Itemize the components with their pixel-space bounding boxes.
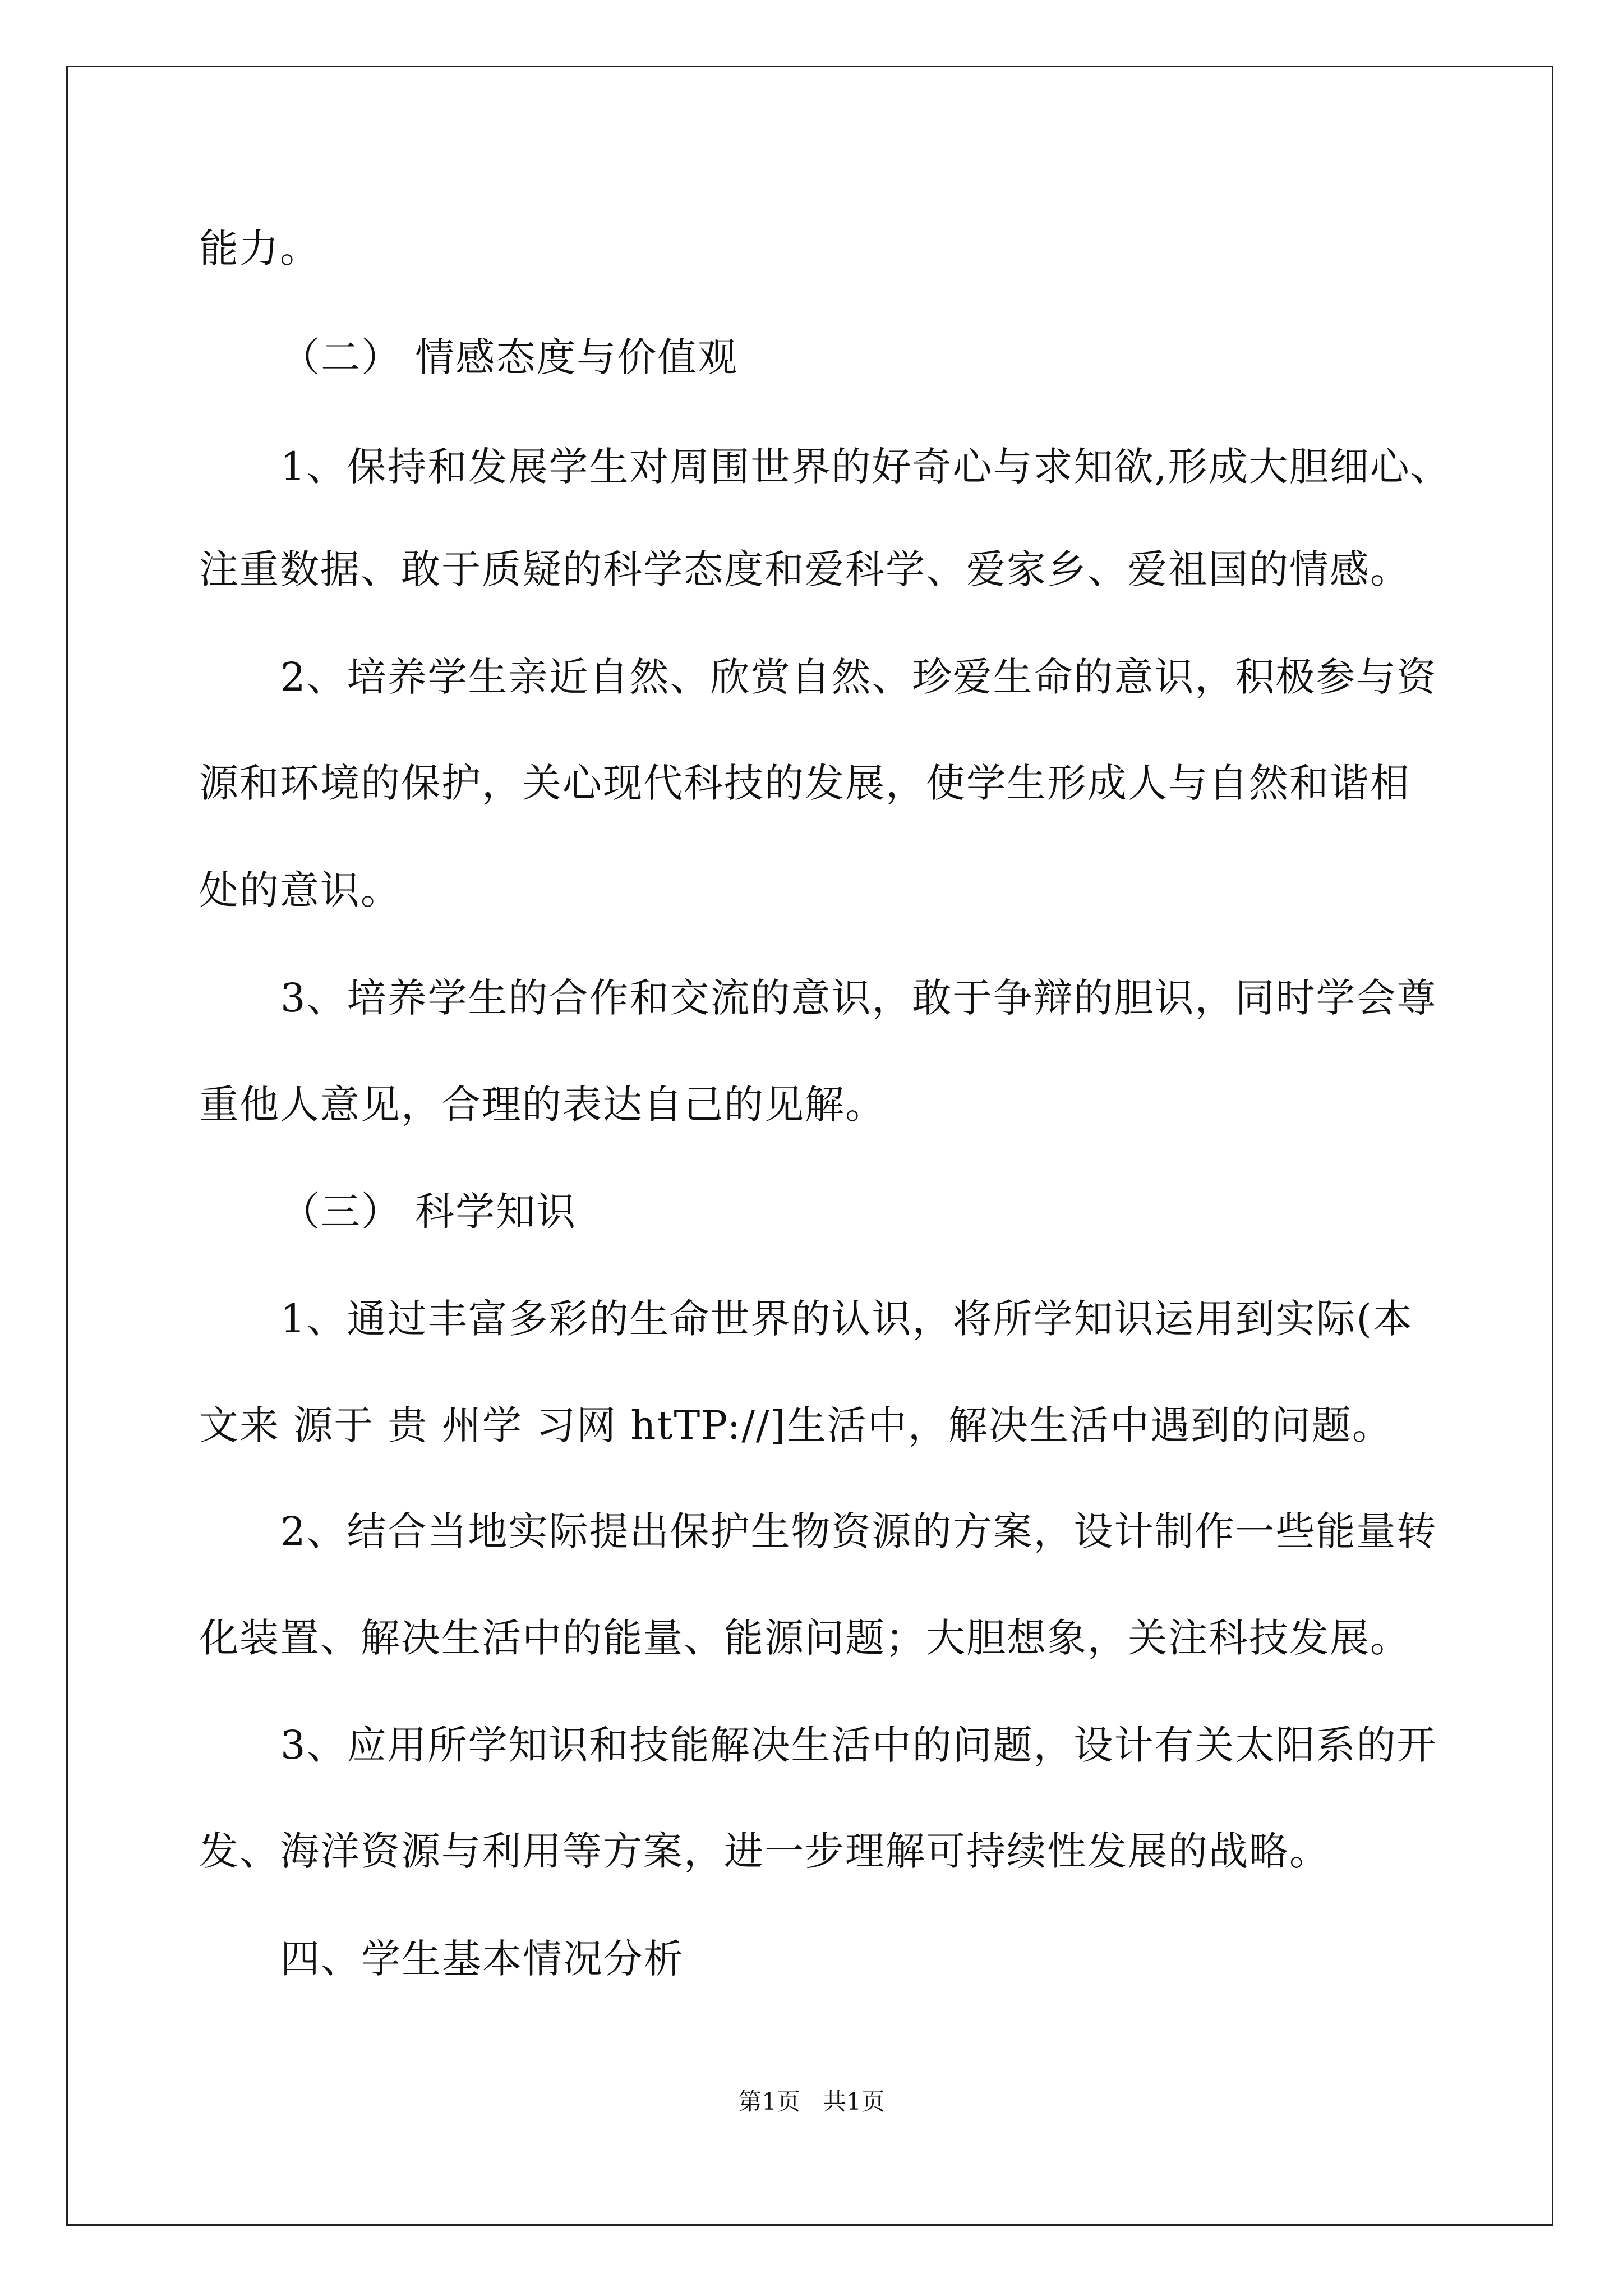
- text-line-13: 2、结合当地实际提出保护生物资源的方案，设计制作一些能量转: [280, 1508, 1437, 1554]
- text-line-12: 文来 源于 贵 州学 习网 htTP://]生活中，解决生活中遇到的问题。: [199, 1402, 1393, 1448]
- text-line-8: 3、培养学生的合作和交流的意识，敢于争辩的胆识，同时学会尊: [280, 975, 1437, 1021]
- text-line-15: 3、应用所学知识和技能解决生活中的问题，设计有关太阳系的开: [280, 1722, 1437, 1768]
- text-line-11: 1、通过丰富多彩的生命世界的认识，将所学知识运用到实际(本: [280, 1296, 1413, 1342]
- page-border: [66, 66, 1553, 2226]
- text-line-5: 2、培养学生亲近自然、欣赏自然、珍爱生命的意识，积极参与资: [280, 654, 1437, 700]
- text-line-16: 发、海洋资源与利用等方案，进一步理解可持续性发展的战略。: [199, 1828, 1330, 1874]
- text-line-9: 重他人意见，合理的表达自己的见解。: [199, 1082, 886, 1128]
- text-line-1: 能力。: [199, 226, 320, 272]
- section-heading-students: 四、学生基本情况分析: [280, 1936, 684, 1982]
- text-line-3: 1、保持和发展学生对周围世界的好奇心与求知欲,形成大胆细心、: [280, 444, 1451, 490]
- text-line-7: 处的意识。: [199, 867, 401, 913]
- text-line-6: 源和环境的保护，关心现代科技的发展，使学生形成人与自然和谐相: [199, 760, 1410, 806]
- text-line-4: 注重数据、敢于质疑的科学态度和爱科学、爱家乡、爱祖国的情感。: [199, 546, 1410, 592]
- section-heading-attitude: （二） 情感态度与价值观: [280, 334, 739, 380]
- page-footer: 第1页 共1页: [738, 2088, 885, 2115]
- section-heading-knowledge: （三） 科学知识: [280, 1189, 577, 1235]
- text-line-14: 化装置、解决生活中的能量、能源问题；大胆想象，关注科技发展。: [199, 1615, 1410, 1661]
